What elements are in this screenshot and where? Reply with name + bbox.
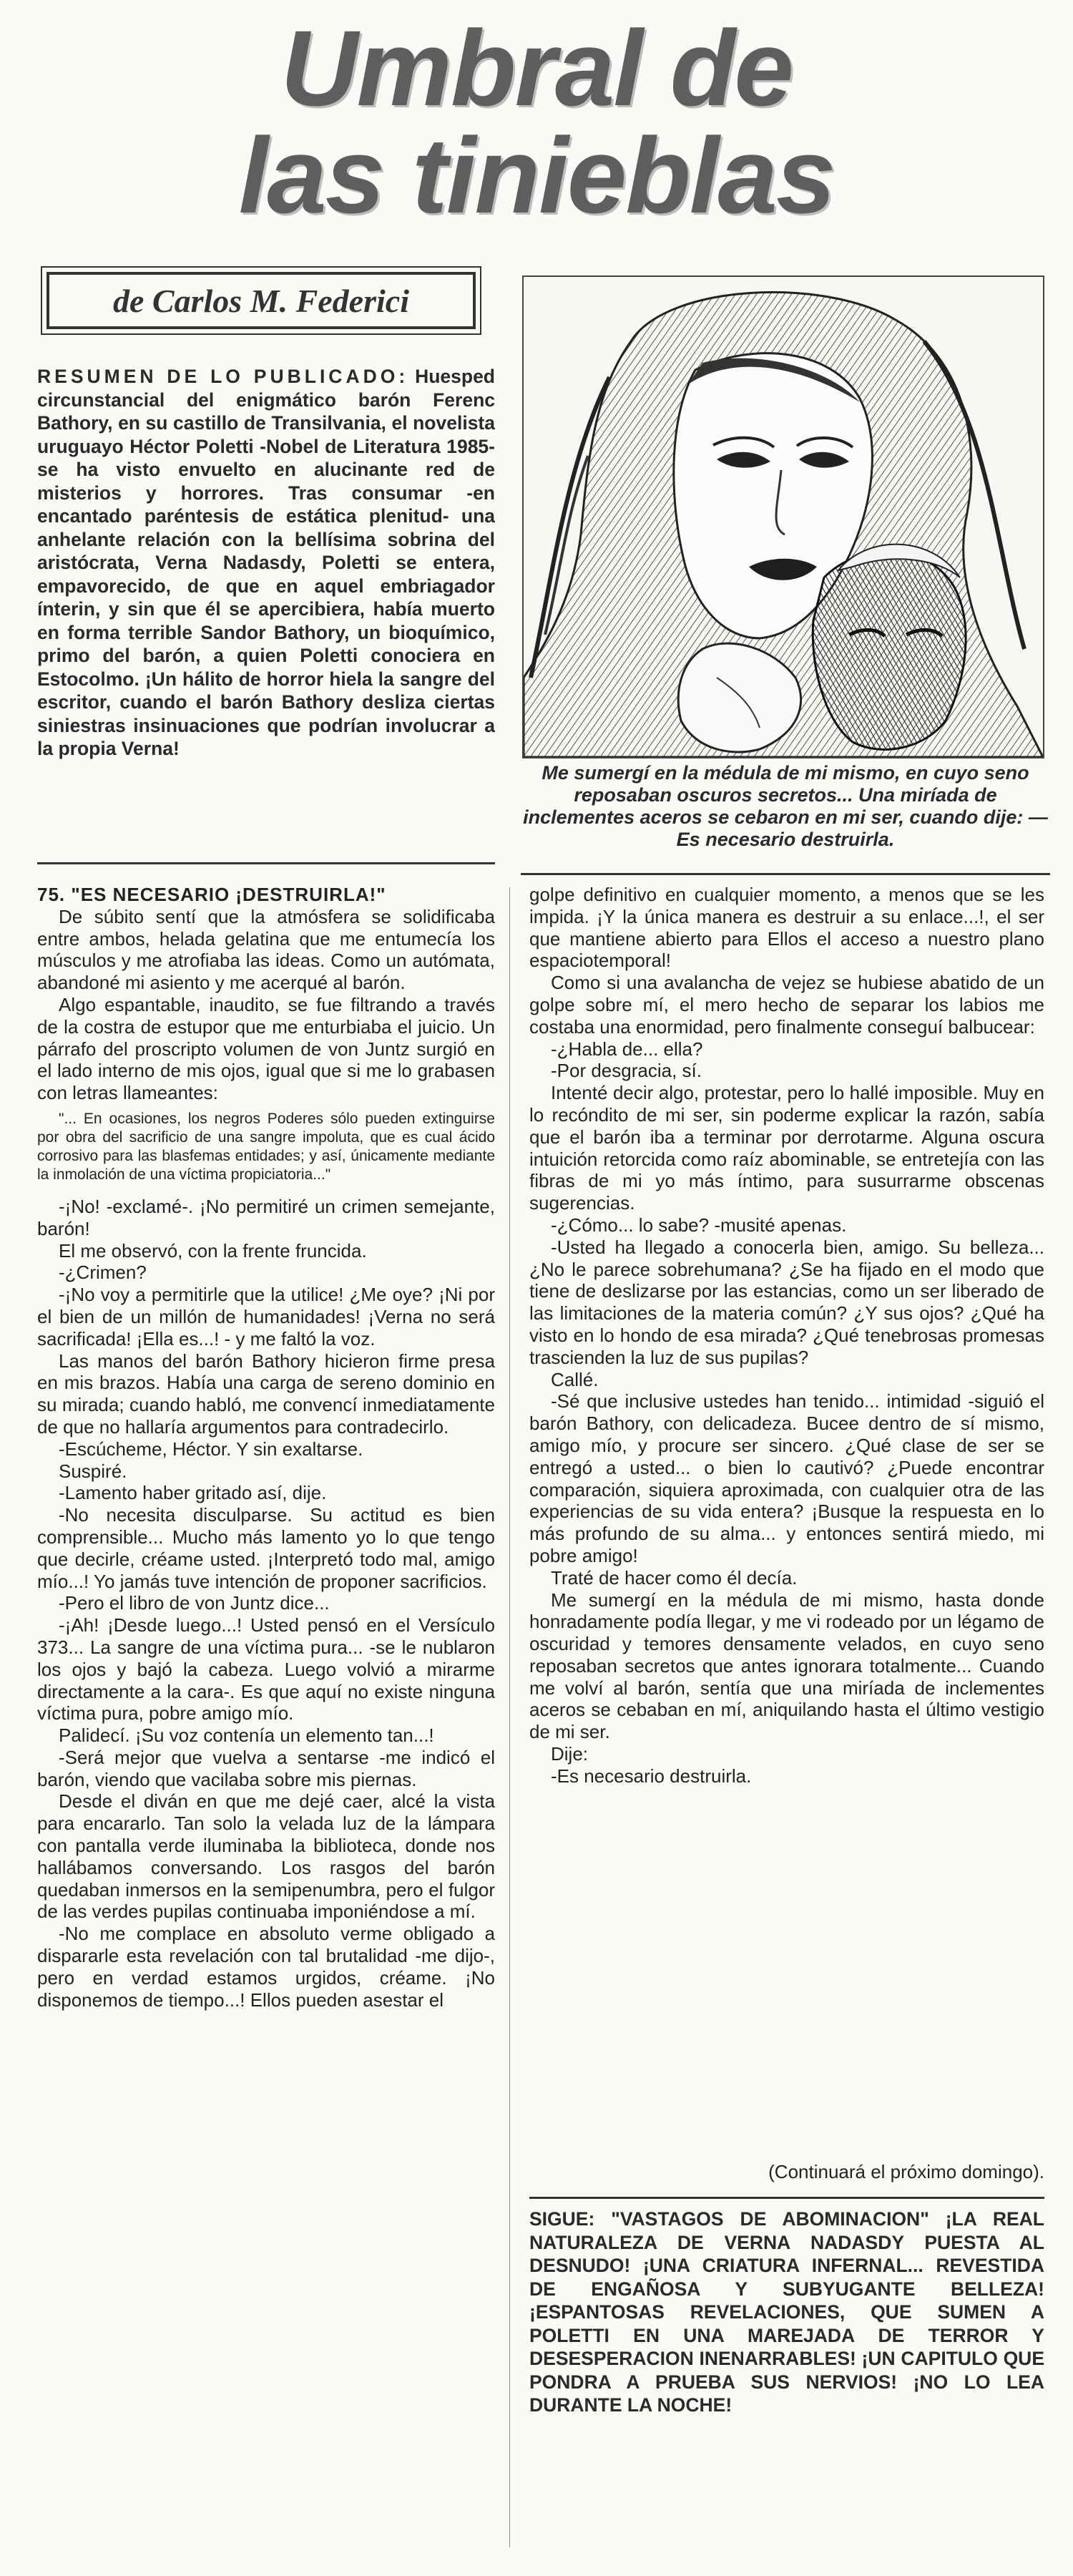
caption-rule xyxy=(521,873,1050,875)
paragraph: -¡No voy a permitirle que la utilice! ¿Me oye? ¡Ni por el bien de un millón de humanidades! ¡Verna no será sacrificada! ¡Ella es...! - y me faltó la voz. xyxy=(37,1284,495,1350)
paragraph: Las manos del barón Bathory hicieron firme presa en mis brazos. Había una carga de sereno dominio en su mirada; cuando habló, me convencí inmediatamente de que no hallaría argumentos para contradecirlo. xyxy=(37,1350,495,1438)
paragraph: -No me complace en absoluto verme obligado a dispararle esta revelación con tal brutalidad -me dijo-, pero en verdad estamos urgidos, créame. ¡No disponemos de tiempo...! Ellos pueden asestar el xyxy=(37,1923,495,2011)
byline-text: de Carlos M. Federici xyxy=(113,282,409,319)
paragraph: Algo espantable, inaudito, se fue filtrando a través de la costra de estupor que me enturbiaba el juicio. Un párrafo del proscripto volumen de von Juntz surgió en el lado interno de mis ojos, igual que si me lo grabasen con letras llameantes: xyxy=(37,993,495,1104)
paragraph: -Sé que inclusive ustedes han tenido... intimidad -siguió el barón Bathory, con delicadeza. Bucee dentro de sí mismo, amigo mío, y procure ser sincero. ¿Qué clase de ser se entregó a usted... o bien lo cautivó? ¿Puede encontrar comparación, siquiera aproximada, con cualquier otra de las experiencias de su vida entera? ¡Busque la respuesta en lo más profundo de su alma... y entonces sentirá miedo, mi pobre amigo! xyxy=(529,1390,1044,1566)
summary-lead: RESUMEN DE LO PUBLICADO: xyxy=(37,366,409,387)
paragraph: Desde el diván en que me dejé caer, alcé la vista para encararlo. Tan solo la velada luz de la lámpara con pantalla verde iluminaba la biblioteca, donde nos hallábamos conversando. Los rasgos del barón quedaban inmersos en la semipenumbra, pero el fulgor de las verdes pupilas continuaba imponiéndose a mí. xyxy=(37,1790,495,1923)
column-divider xyxy=(509,887,510,2547)
paragraph: -¡No! -exclamé-. ¡No permitiré un crimen semejante, barón! xyxy=(37,1195,495,1239)
summary-text: Huesped circunstancial del enigmático barón Ferenc Bathory, en su castillo de Transilvania, el novelista uruguayo Héctor Poletti -Nobel de Literatura 1985- se ha visto envuelto en alucinante red de misterios y horrores. Tras consumar -en encantado paréntesis de estática plenitud- una anhelante relación con la bellísima sobrina del aristócrata, Verna Nadasdy, Poletti se entera, empavorecido, de que en aquel embriagador ínterin, y sin que él se apercibiera, había muerto en forma terrible Sandor Bathory, un bioquímico, primo del barón, a quien Poletti conociera en Estocolmo. ¡Un hálito de horror hiela la sangre del escritor, cuando el barón Bathory desliza ciertas siniestras insinuaciones que podrían involucrar a la propia Verna! xyxy=(37,366,495,759)
paragraph: De súbito sentí que la atmósfera se solidificaba entre ambos, helada gelatina que me entumecía los músculos y me atrofiaba las ideas. Como un autómata, abandoné mi asiento y me acerqué al barón. xyxy=(37,905,495,994)
paragraph: -¿Cómo... lo sabe? -musité apenas. xyxy=(551,1214,847,1236)
next-chapter-teaser: SIGUE: "VASTAGOS DE ABOMINACION" ¡LA REAL NATURALEZA DE VERNA NADASDY PUESTA AL DESNUDO! ¡UNA CRIATURA INFERNAL... REVESTIDA DE ENGAÑOSA Y SUBYUGANTE BELLEZA! ¡ESPANTOSAS REVELACIONES, QUE SUMEN A POLETTI EN UNA MAREJADA DE TERROR Y DESESPERACION INENARRABLES! ¡UN CAPITULO QUE PONDRA A PRUEBA SUS NERVIOS! ¡NO LO LEA DURANTE LA NOCHE! xyxy=(529,2208,1044,2416)
paragraph: Como si una avalancha de vejez se hubiese abatido de un golpe sobre mí, el mero hecho de separar los labios me costaba una enormidad, pero finalmente conseguí balbucear: xyxy=(529,972,1044,1038)
paragraph: Traté de hacer como él decía. xyxy=(551,1566,798,1589)
paragraph: El me observó, con la frente fruncida. xyxy=(59,1239,367,1262)
paragraph: -Por desgracia, sí. xyxy=(551,1060,702,1082)
woman-and-man-portrait-illustration xyxy=(522,275,1044,758)
paragraph: Dije: xyxy=(551,1743,589,1765)
sigue-rule xyxy=(529,2197,1044,2199)
paragraph: Palidecí. ¡Su voz contenía un elemento tan...! xyxy=(59,1724,434,1747)
paragraph: -No necesita disculparse. Su actitud es bien comprensible... Mucho más lamento yo lo que tengo que decirle, créame usted. ¡Interpretó todo mal, amigo mío...! Yo jamás tuve intención de proponer sacrificios. xyxy=(37,1504,495,1592)
left-column xyxy=(37,884,495,2551)
headline xyxy=(236,8,837,235)
paragraph: golpe definitivo en cualquier momento, a menos que se les impida. ¡Y la única manera es destruir a su enlace...!, el ser que mantiene abierto para Ellos el acceso a nuestro plano espaciotemporal! xyxy=(529,884,1044,972)
paragraph: -Es necesario destruirla. xyxy=(551,1765,752,1787)
paragraph: Callé. xyxy=(551,1368,599,1390)
paragraph: Suspiré. xyxy=(59,1460,127,1482)
chapter-heading: 75. "ES NECESARIO ¡DESTRUIRLA!" xyxy=(37,884,386,905)
paragraph: -Usted ha llegado a conocerla bien, amigo. Su belleza... ¿No le parece sobrehumana? ¿Se ha fijado en el modo que tiene de deslizarse por las estancias, como un ser liberado de las limitaciones de la materia común? ¿Y sus ojos? ¿Qué ha visto en lo hondo de esa mirada? ¿Qué tenebrosas promesas trascienden la luz de sus pupilas? xyxy=(529,1236,1044,1368)
quoted-passage: "... En ocasiones, los negros Poderes sólo pueden extinguirse por obra del sacrificio de una sangre impoluta, que es cual ácido corrosivo para las blasfemas entidades; y así, únicamente mediante la inmolación de una víctima propiciatoria..." xyxy=(37,1110,495,1183)
paragraph: -¿Crimen? xyxy=(59,1262,147,1284)
summary-rule xyxy=(37,862,495,864)
continued-note: (Continuará el próximo domingo). xyxy=(768,2161,1044,2182)
paragraph: Intenté decir algo, protestar, pero lo hallé imposible. Muy en lo recóndito de mi ser, sin poderme explicar la razón, sabía que el barón iba a terminar por derrotarme. Alguna oscura intuición retorcida como raíz abominable, se entretejía con las fibras de mi yo más íntimo, para susurrarme obscenas sugerencias. xyxy=(529,1082,1044,1214)
summary-block xyxy=(37,365,495,823)
paragraph: -Lamento haber gritado así, dije. xyxy=(59,1482,327,1504)
paragraph: -Pero el libro de von Juntz dice... xyxy=(59,1592,330,1614)
paragraph: -Escúcheme, Héctor. Y sin exaltarse. xyxy=(59,1438,363,1460)
paragraph: -¿Habla de... ella? xyxy=(551,1038,703,1060)
headline-line-1: Umbral de xyxy=(280,8,793,128)
illustration-drawing xyxy=(524,277,1043,757)
paragraph: Me sumergí en la médula de mi mismo, hasta donde honradamente podía llegar, y me vi rodeado por un légamo de oscuridad y temores densamente velados, en cuyo seno reposaban secretos que antes ignorara totalmente... Cuando me volví al barón, sentía que una miríada de inclementes aceros se cebaban en mí, aniquilando hasta el último vestigio de mi ser. xyxy=(529,1589,1044,1743)
paragraph: -Será mejor que vuelva a sentarse -me indicó el barón, viendo que vacilaba sobre mis piernas. xyxy=(37,1746,495,1790)
illustration-caption: Me sumergí en la médula de mi mismo, en cuyo seno reposaban oscuros secretos... Una miríada de inclementes aceros se cebaron en mi ser, cuando dije: —Es necesario destruirla. xyxy=(523,762,1048,850)
right-column xyxy=(529,884,1044,2157)
paragraph: -¡Ah! ¡Desde luego...! Usted pensó en el Versículo 373... La sangre de una víctima pura... -se le nublaron los ojos y bajó la cabeza. Luego volvió a mirarme directamente a la cara-. Es que aquí no existe ninguna víctima pura, pobre amigo mío. xyxy=(37,1614,495,1724)
byline-box xyxy=(46,272,476,329)
headline-line-2: las tinieblas xyxy=(238,115,835,235)
